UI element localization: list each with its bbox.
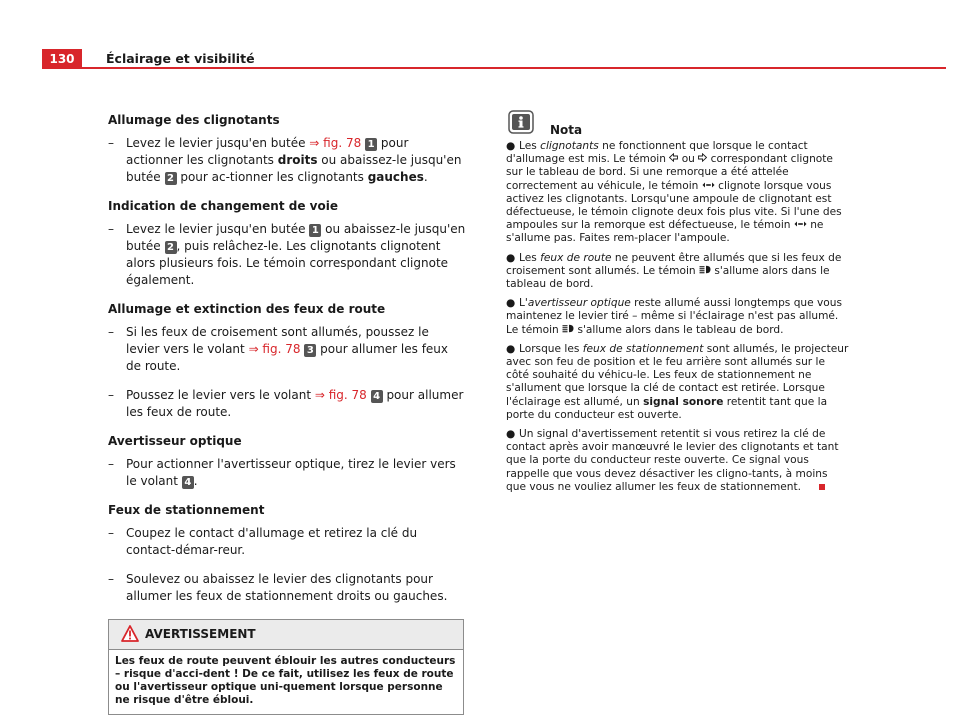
trailer-turn-signal-icon	[794, 220, 807, 228]
note-header	[506, 110, 850, 140]
step-item: – Si les feux de croisement sont allumés, poussez le levier vers le volant ⇒ fig. 78 3 pour allumer les feux de route.	[108, 325, 449, 373]
step-item: – Poussez le levier vers le volant ⇒ fig. 78 4 pour allumer les feux de route.	[108, 388, 464, 419]
header-rule	[42, 67, 946, 69]
warning-title: AVERTISSEMENT	[145, 627, 256, 641]
step-item: – Coupez le contact d'allumage et retirez la clé du contact-démar-reur.	[108, 526, 418, 557]
callout-badge: 2	[165, 241, 177, 254]
turn-signal-right-icon	[698, 153, 707, 162]
trailer-turn-signal-icon	[702, 181, 715, 189]
callout-badge: 1	[309, 224, 321, 237]
right-column	[506, 110, 850, 500]
high-beam-icon	[562, 324, 574, 333]
callout-badge: 1	[365, 138, 377, 151]
callout-badge: 3	[304, 344, 316, 357]
high-beam-icon	[699, 265, 711, 274]
turn-signal-left-icon	[669, 153, 678, 162]
warning-triangle-icon	[121, 625, 139, 642]
callout-badge: 4	[182, 476, 194, 489]
note-item: ● Les feux de route ne peuvent être allumés que si les feux de croisement sont allumés. Le témoin s'allume alors dans le tableau de bord.	[506, 251, 842, 291]
warning-header	[109, 620, 463, 650]
note-item: ● Les clignotants ne fonctionnent que lorsque le contact d'allumage est mis. Le témoin ou correspondant clignote sur le tableau de bord. Si une remorque a été attelée correctement au véhicule, le témoin clignote lorsque vous activez les clignotants. Lorsqu'une ampoule de clignotant est défectueuse, le témoin clignote deux fois plus vite. Si l'une des ampoules sur la remorque est défectueuse, le témoin ne s'allume pas. Faites rem-placer l'ampoule.	[506, 140, 842, 245]
section-title: Allumage des clignotants	[108, 113, 280, 127]
note-title: Nota	[550, 123, 583, 137]
page-number: 130	[42, 49, 82, 69]
callout-badge: 4	[371, 390, 383, 403]
figure-link[interactable]: ⇒ fig. 78	[309, 136, 362, 150]
section-title: Feux de stationnement	[108, 503, 265, 517]
page-title: Éclairage et visibilité	[106, 51, 255, 66]
figure-link[interactable]: ⇒ fig. 78	[314, 388, 367, 402]
note-item: ● L'avertisseur optique reste allumé aussi longtemps que vous maintenez le levier tiré – même si l'éclairage n'est pas allumé. Le témoin s'allume alors dans le tableau de bord.	[506, 297, 843, 336]
callout-badge: 2	[165, 172, 177, 185]
note-item: ● Un signal d'avertissement retentit si vous retirez la clé de contact après avoir manœuvré le levier des clignotants et tant que la porte du conducteur reste ouverte. Ce signal vous rappelle que vous devez désactiver les cligno-tants, à moins que vous ne vouliez allumer les feux de stationnement.	[506, 428, 839, 493]
step-item: – Pour actionner l'avertisseur optique, tirez le levier vers le volant 4 .	[108, 457, 456, 488]
section-title: Indication de changement de voie	[108, 199, 338, 213]
figure-link[interactable]: ⇒ fig. 78	[248, 342, 301, 356]
step-item: – Levez le levier jusqu'en butée ⇒ fig. 78 1 pour actionner les clignotants droits ou abaissez-le jusqu'en butée 2 pour ac-tionner les clignotants gauches.	[108, 136, 462, 184]
warning-text: Les feux de route peuvent éblouir les autres conducteurs – risque d'acci-dent ! De ce fait, utilisez les feux de route ou l'avertisseur optique uni-quement lorsque personne ne risque d'être ébloui.	[115, 655, 456, 706]
step-item: – Levez le levier jusqu'en butée 1 ou abaissez-le jusqu'en butée 2 , puis relâchez-le. Les clignotants clignotent alors plusieurs fois. Le témoin correspondant clignote également.	[108, 222, 466, 287]
step-item: – Soulevez ou abaissez le levier des clignotants pour allumer les feux de stationnement droits ou gauches.	[108, 572, 448, 603]
info-icon	[508, 110, 534, 134]
section-title: Allumage et extinction des feux de route	[108, 302, 386, 316]
left-column	[108, 112, 466, 715]
section-title: Avertisseur optique	[108, 434, 242, 448]
end-of-section-mark	[819, 484, 825, 490]
note-item: ● Lorsque les feux de stationnement sont allumés, le projecteur avec son feu de position et le feu arrière sont allumés sur le côté souhaité du véhicu-le. Les feux de stationnement ne s'allument que lorsque la clé de contact est retirée. Lorsque l'éclairage est allumé, un signal sonore retentit tant que la porte du conducteur est ouverte.	[506, 342, 849, 421]
page-header	[42, 49, 946, 69]
